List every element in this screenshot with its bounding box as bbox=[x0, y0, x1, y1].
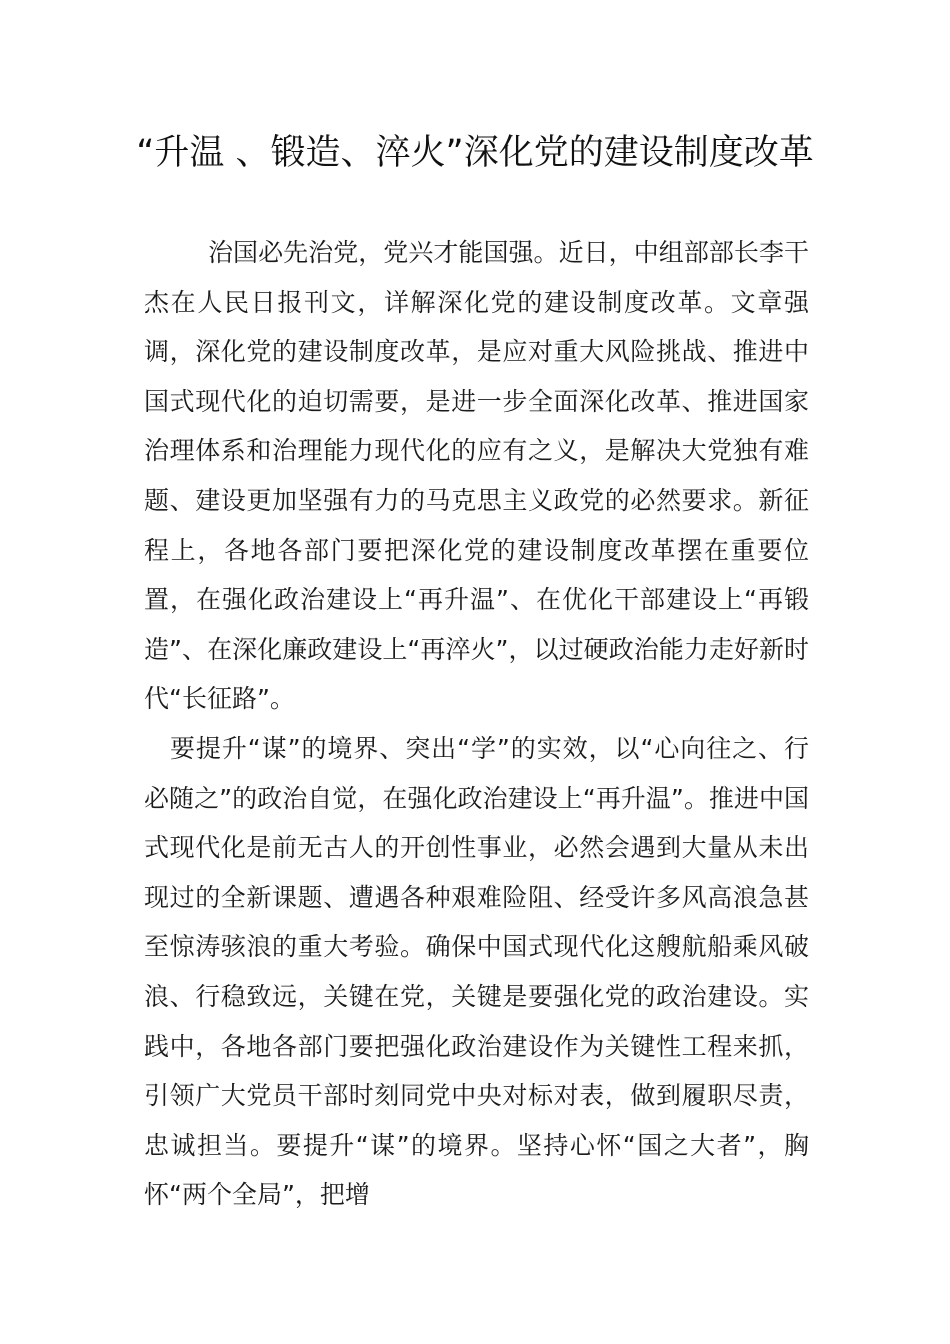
paragraph-1: 治国必先治党，党兴才能国强。近日，中组部部长李干杰在人民日报刊文，详解深化党的建设制度改革。文章强调，深化党的建设制度改革，是应对重大风险挑战、推进中国式现代化的迫切需要，是进一步全面深化改革、推进国家治理体系和治理能力现代化的应有之义，是解决大党独有难题、建设更加坚强有力的马克思主义政党的必然要求。新征程上，各地各部门要把深化党的建设制度改革摆在重要位置，在强化政治建设上“再升温”、在优化干部建设上“再锻造”、在深化廉政建设上“再淬火”，以过硬政治能力走好新时代“长征路”。 bbox=[144, 238, 809, 714]
paragraph-2: 要提升“谋”的境界、突出“学”的实效，以“心向往之、行必随之”的政治自觉，在强化政治建设上“再升温”。推进中国式现代化是前无古人的开创性事业，必然会遇到大量从未出现过的全新课题、遭遇各种艰难险阻、经受许多风高浪急甚至惊涛骇浪的重大考验。确保中国式现代化这艘航船乘风破浪、行稳致远，关键在党，关键是要强化党的政治建设。实践中，各地各部门要把强化政治建设作为关键性工程来抓，引领广大党员干部时刻同党中央对标对表，做到履职尽责，忠诚担当。要提升“谋”的境界。坚持心怀“国之大者”，胸怀“两个全局”，把增 bbox=[144, 733, 809, 1210]
document-title: “升温 、锻造、淬火”深化党的建设制度改革 bbox=[136, 133, 814, 173]
document-body bbox=[144, 228, 809, 1220]
